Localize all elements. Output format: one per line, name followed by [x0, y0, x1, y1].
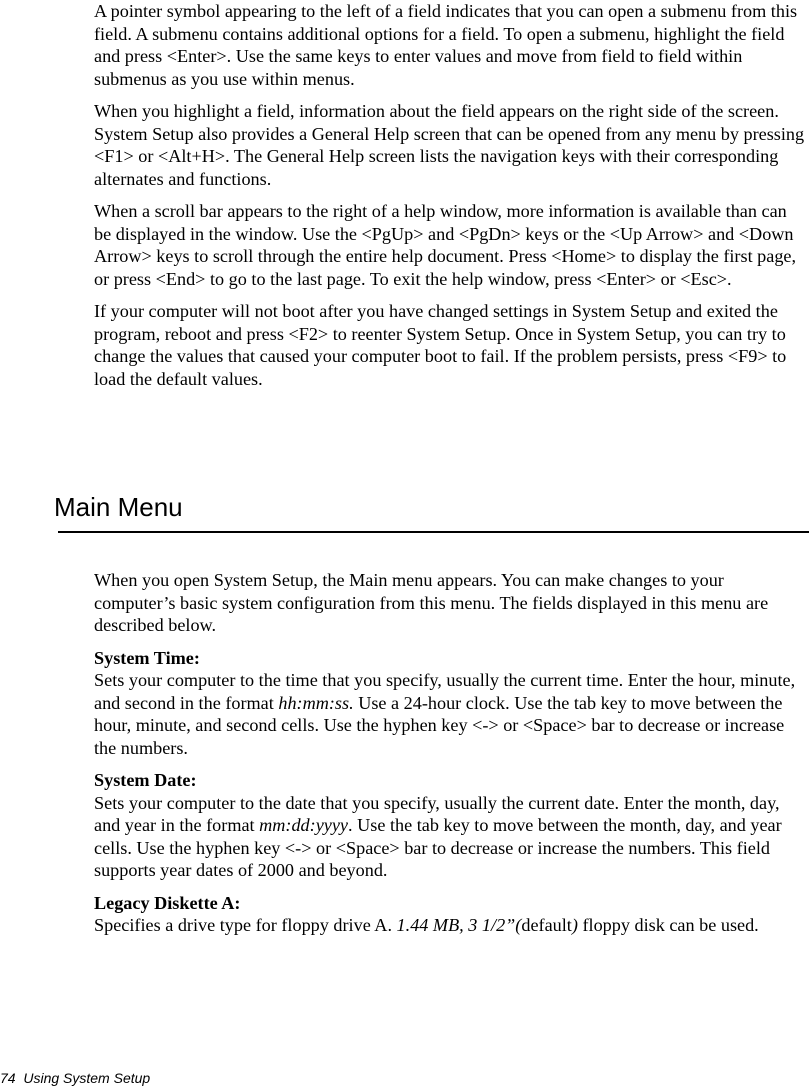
- field-system-date: [94, 769, 806, 882]
- field-format: mm:dd:yyyy: [259, 815, 349, 835]
- main-menu-intro: When you open System Setup, the Main menu appears. You can make changes to your computer’s basic system configuration from this menu. The fields displayed in this menu are described below.: [94, 570, 769, 635]
- intro-paragraph-help: When you highlight a field, information about the field appears on the right side of the screen. System Setup also provides a General Help screen that can be opened from any menu by pressing <F1> or <Alt+H>. The General Help screen lists the navigation keys with their corresponding alternates and functions.: [94, 101, 805, 189]
- field-description: Specifies a drive type for floppy drive A.: [94, 915, 397, 935]
- field-description: Sets your computer to the time that you specify, usually the current time. Enter the hour, minute, and second in the format: [94, 670, 796, 713]
- intro-section: [94, 0, 806, 400]
- field-description: . Use the tab key to move between the month, day, and year cells. Use the hyphen key <-> or <Space> bar to decrease or increase the numbers. This field supports year dates of 2000 and beyond.: [94, 815, 782, 880]
- field-format-close: ): [571, 915, 578, 935]
- field-format: 1.44 MB, 3 1/2”(: [396, 915, 522, 935]
- footer-section-title: Using System Setup: [23, 1070, 151, 1086]
- field-title: System Date:: [94, 770, 197, 790]
- field-format: hh:mm:ss.: [278, 692, 354, 713]
- intro-paragraph-boot-failure: If your computer will not boot after you have changed settings in System Setup and exited the program, reboot and press <F2> to reenter System Setup. Once in System Setup, you can try to change the values that caused your computer boot to fail. If the problem persists, press <F9> to load the default values.: [94, 301, 787, 389]
- section-heading: Main Menu: [54, 492, 183, 522]
- heading-rule: [58, 531, 809, 533]
- field-legacy-diskette: [94, 892, 806, 937]
- field-description: Sets your computer to the date that you specify, usually the current date. Enter the month, day, and year in the format: [94, 792, 780, 835]
- main-menu-section: [94, 569, 806, 947]
- intro-paragraph-scroll: When a scroll bar appears to the right of a help window, more information is available than can be displayed in the window. Use the <PgUp> and <PgDn> keys or the <Up Arrow> and <Down Arrow> keys to scroll through the entire help document. Press <Home> to display the first page, or press <End> to go to the last page. To exit the help window, press <Enter> or <Esc>.: [94, 201, 797, 289]
- page-number: 74: [0, 1070, 16, 1086]
- field-title: System Time:: [94, 647, 200, 668]
- field-default-label: default: [521, 915, 572, 935]
- page-footer: [0, 1069, 150, 1087]
- field-description: Use a 24-hour clock. Use the tab key to move between the hour, minute, and second cells. Use the hyphen key <-> or <Space> bar to decrease or increase the numbers.: [94, 692, 785, 758]
- field-description: floppy disk can be used.: [577, 915, 759, 935]
- field-system-time: [94, 647, 806, 760]
- intro-paragraph-submenu: A pointer symbol appearing to the left of a field indicates that you can open a submenu from this field. A submenu contains additional options for a field. To open a submenu, highlight the field and press <Enter>. Use the same keys to enter values and move from field to field within submenus as you use within menus.: [94, 1, 798, 89]
- field-title: Legacy Diskette A:: [94, 892, 241, 913]
